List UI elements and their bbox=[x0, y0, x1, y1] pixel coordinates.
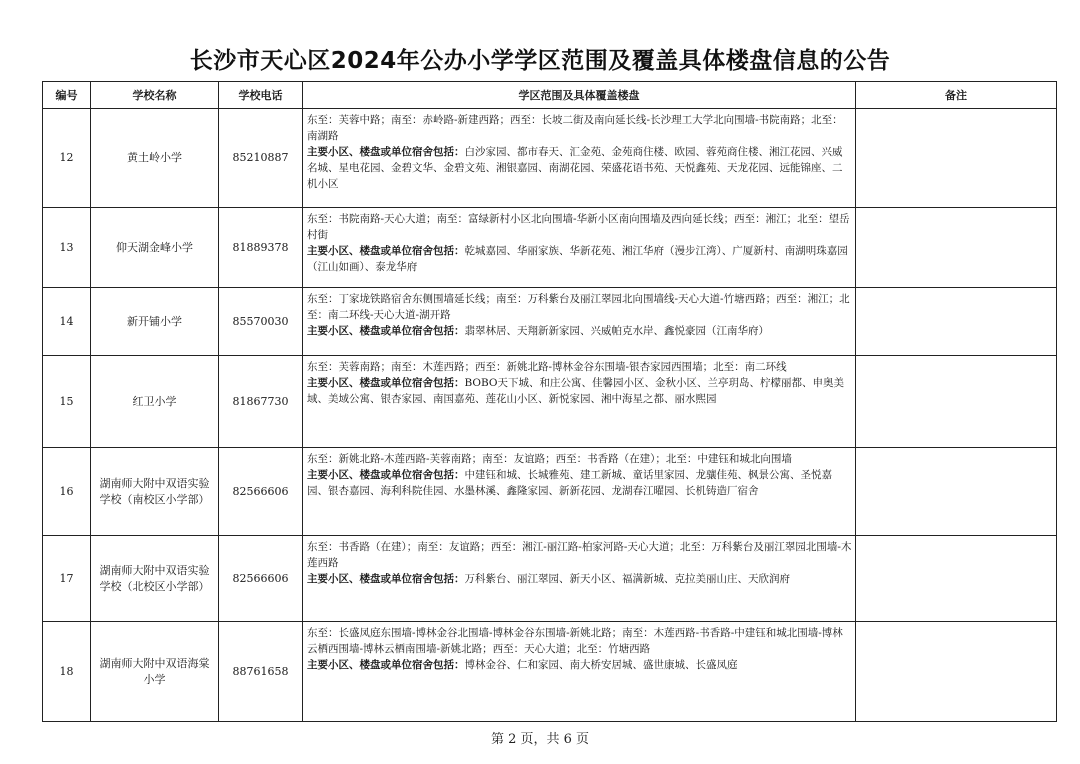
estates-list: 中建钰和城、长城雅苑、建工新城、童话里家园、龙骧佳苑、枫景公寓、圣悦嘉园、银杏嘉园、海利科院佳园、水墨林溪、鑫隆家园、新新花园、龙湖春江曜园、长机铸造厂宿舍 bbox=[307, 469, 832, 497]
coverage-cell bbox=[303, 622, 856, 722]
coverage-scope: 东至：长盛凤庭东围墙-博林金谷北围墙-博林金谷东围墙-新姚北路；南至：木莲西路-书香路-中建钰和城北围墙-博林云栖西围墙-博林云栖南围墙-新姚北路；西至：天心大道；北至：竹塘西路 bbox=[307, 627, 843, 655]
table-row bbox=[43, 356, 1057, 448]
row-number: 12 bbox=[43, 109, 91, 208]
row-number: 13 bbox=[43, 208, 91, 288]
coverage-cell bbox=[303, 536, 856, 622]
school-phone: 88761658 bbox=[219, 622, 303, 722]
page-number-footer: 第 2 页，共 6 页 bbox=[490, 732, 590, 747]
school-name: 湖南师大附中双语实验学校（南校区小学部） bbox=[91, 448, 219, 536]
row-number: 18 bbox=[43, 622, 91, 722]
row-number: 17 bbox=[43, 536, 91, 622]
estates-list: 翡翠林居、天翔新新家园、兴威帕克水岸、鑫悦豪园（江南华府） bbox=[464, 325, 769, 337]
header-remark: 备注 bbox=[856, 82, 1057, 109]
table-row bbox=[43, 448, 1057, 536]
school-name: 湖南师大附中双语海棠小学 bbox=[91, 622, 219, 722]
coverage-scope: 东至：书院南路-天心大道；南至：富绿新村小区北向围墙-华新小区南向围墙及西向延长线；西至：湘江；北至：望岳村街 bbox=[307, 213, 850, 241]
estates-label: 主要小区、楼盘或单位宿舍包括： bbox=[307, 573, 465, 585]
header-number: 编号 bbox=[43, 82, 91, 109]
table-row bbox=[43, 536, 1057, 622]
remark-cell bbox=[856, 109, 1057, 208]
coverage-scope: 东至：新姚北路-木莲西路-芙蓉南路；南至：友谊路；西至：书香路（在建）；北至：中建钰和城北向围墙 bbox=[307, 453, 792, 465]
school-phone: 85210887 bbox=[219, 109, 303, 208]
coverage-cell bbox=[303, 208, 856, 288]
estates-list: 博林金谷、仁和家园、南大桥安居城、盛世康城、长盛凤庭 bbox=[464, 659, 738, 671]
table-header-row bbox=[43, 82, 1057, 109]
estates-label: 主要小区、楼盘或单位宿舍包括： bbox=[307, 469, 465, 481]
coverage-cell bbox=[303, 356, 856, 448]
coverage-scope: 东至：丁家垅铁路宿舍东侧围墙延长线；南至：万科紫台及丽江翠园北向围墙线-天心大道-竹塘西路；西至：湘江；北至：南二环线-天心大道-湖开路 bbox=[307, 293, 850, 321]
school-name: 仰天湖金峰小学 bbox=[91, 208, 219, 288]
table-row bbox=[43, 109, 1057, 208]
estates-label: 主要小区、楼盘或单位宿舍包括： bbox=[307, 325, 465, 337]
estates-list: 万科紫台、丽江翠园、新天小区、福满新城、克拉美丽山庄、天欣润府 bbox=[464, 573, 790, 585]
row-number: 16 bbox=[43, 448, 91, 536]
school-name: 新开铺小学 bbox=[91, 288, 219, 356]
school-district-table bbox=[42, 81, 1057, 722]
estates-list: 白沙家园、都市春天、汇金苑、金苑商住楼、欧园、蓉苑商住楼、湘江花园、兴威名城、星电花园、金碧文华、金碧文苑、湘银嘉园、南湖花园、荣盛花语书苑、天悦鑫苑、天龙花园、远能锦座、二机小区 bbox=[307, 146, 843, 190]
header-school-name: 学校名称 bbox=[91, 82, 219, 109]
school-phone: 81867730 bbox=[219, 356, 303, 448]
coverage-cell bbox=[303, 109, 856, 208]
header-school-phone: 学校电话 bbox=[219, 82, 303, 109]
school-name: 红卫小学 bbox=[91, 356, 219, 448]
coverage-cell bbox=[303, 448, 856, 536]
school-phone: 85570030 bbox=[219, 288, 303, 356]
coverage-scope: 东至：芙蓉南路；南至：木莲西路；西至：新姚北路-博林金谷东围墙-银杏家园西围墙；北至：南二环线 bbox=[307, 361, 787, 373]
header-coverage: 学区范围及具体覆盖楼盘 bbox=[303, 82, 856, 109]
school-phone: 82566606 bbox=[219, 448, 303, 536]
page-title: 长沙市天心区2024年公办小学学区范围及覆盖具体楼盘信息的公告 bbox=[189, 48, 891, 74]
school-phone: 81889378 bbox=[219, 208, 303, 288]
table-row bbox=[43, 288, 1057, 356]
coverage-scope: 东至：芙蓉中路；南至：赤岭路-新建西路；西至：长坡二街及南向延长线-长沙理工大学北向围墙-书院南路；北至：南湖路 bbox=[307, 114, 843, 142]
school-phone: 82566606 bbox=[219, 536, 303, 622]
remark-cell bbox=[856, 448, 1057, 536]
remark-cell bbox=[856, 622, 1057, 722]
coverage-cell bbox=[303, 288, 856, 356]
estates-label: 主要小区、楼盘或单位宿舍包括： bbox=[307, 659, 465, 671]
table-row bbox=[43, 208, 1057, 288]
estates-label: 主要小区、楼盘或单位宿舍包括： bbox=[307, 377, 465, 389]
remark-cell bbox=[856, 356, 1057, 448]
school-name: 黄土岭小学 bbox=[91, 109, 219, 208]
coverage-scope: 东至：书香路（在建）；南至：友谊路；西至：湘江-丽江路-柏家河路-天心大道；北至：万科紫台及丽江翠园北围墙-木莲西路 bbox=[307, 541, 852, 569]
remark-cell bbox=[856, 288, 1057, 356]
school-name: 湖南师大附中双语实验学校（北校区小学部） bbox=[91, 536, 219, 622]
estates-list: 乾城嘉园、华丽家族、华新花苑、湘江华府（漫步江湾）、广厦新村、南湖明珠嘉园（江山如画）、泰龙华府 bbox=[307, 245, 848, 273]
estates-label: 主要小区、楼盘或单位宿舍包括： bbox=[307, 146, 465, 158]
estates-label: 主要小区、楼盘或单位宿舍包括： bbox=[307, 245, 465, 257]
row-number: 14 bbox=[43, 288, 91, 356]
remark-cell bbox=[856, 536, 1057, 622]
table-row bbox=[43, 622, 1057, 722]
remark-cell bbox=[856, 208, 1057, 288]
estates-list: BOBO天下城、和庄公寓、佳馨园小区、金秋小区、兰亭玥岛、柠檬丽都、申奥美域、美域公寓、银杏家园、南国嘉苑、莲花山小区、新悦家园、湘中海星之都、丽水熙园 bbox=[307, 377, 845, 405]
row-number: 15 bbox=[43, 356, 91, 448]
